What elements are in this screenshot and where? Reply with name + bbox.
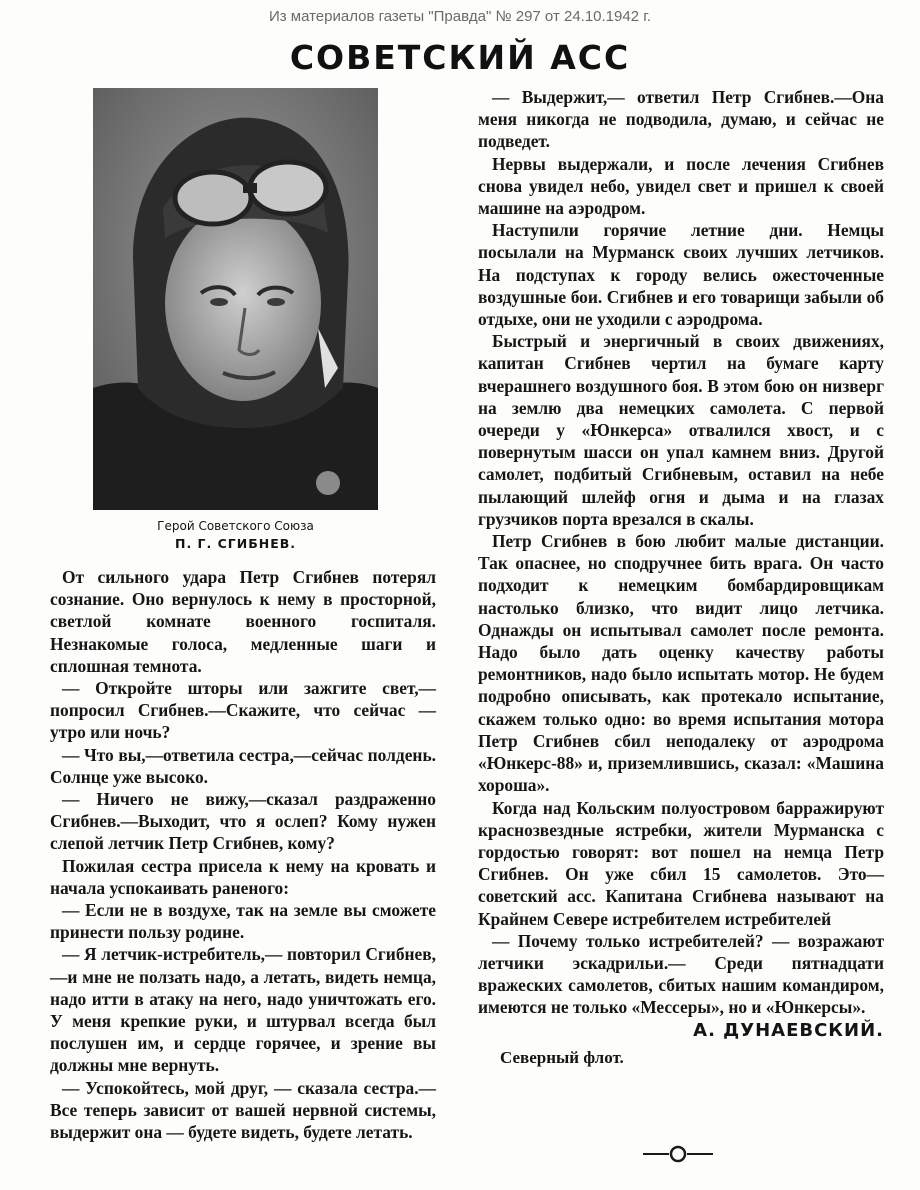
paragraph: От сильного удара Петр Сгибнев потерял сознание. Оно вернулось к нему в просторной, светлой комнате военного госпиталя. Незнакомые голоса, медленные шаги и сплошная темнота.	[50, 567, 436, 676]
end-ornament-icon	[643, 1142, 713, 1166]
paragraph: — Я летчик-истребитель,— повторил Сгибнев,—и мне не ползать надо, а летать, видеть немца, надо итти в атаку на него, надо уничтожать его. У меня крепкие руки, и штурвал всегда был послушен им, и сердце горячее, и зрение вы должны мне вернуть.	[50, 944, 436, 1076]
source-line: Из материалов газеты "Правда" № 297 от 24.10.1942 г.	[268, 8, 652, 25]
paragraph: — Успокойтесь, мой друг, — сказала сестра.— Все теперь зависит от вашей нервной системы, выдержит она — будете видеть, будете летать.	[50, 1077, 436, 1143]
paragraph: Нервы выдержали, и после лечения Сгибнев снова увидел небо, увидел свет и пришел к своей машине на аэродром.	[478, 153, 884, 219]
photo-caption	[93, 518, 378, 552]
left-column	[50, 566, 436, 1143]
page-title: СОВЕТСКИЙ АСС	[289, 38, 631, 77]
paragraph: Пожилая сестра присела к нему на кровать и начала успокаивать раненого:	[50, 855, 436, 898]
paragraph: — Что вы,—ответила сестра,—сейчас полдень. Солнце уже высоко.	[50, 744, 436, 787]
paragraph: Быстрый и энергичный в своих движениях, капитан Сгибнев чертил на бумаге карту вчерашнего воздушного боя. В этом бою он низверг на землю два немецких самолета. С первой очереди у «Юнкерса» отвалился хвост, и с повернутым шасси он упал камнем вниз. Другой самолет, подбитый Сгибневым, оставил на небе пылающий шлейф огня и дыма и на глазах грузчиков порта врезался в скалы.	[478, 331, 884, 529]
author-signature: А. ДУНАЕВСКИЙ.	[693, 1020, 884, 1041]
paragraph: — Откройте шторы или зажгите свет,— попросил Сгибнев.—Скажите, что сейчас — утро или ночь?	[50, 678, 436, 743]
caption-title: Герой Советского Союза	[157, 519, 314, 533]
paragraph: Петр Сгибнев в бою любит малые дистанции. Так опаснее, но сподручнее бить врага. Он часто подходит к немецким бомбардировщикам настолько близко, что видит лицо летчика. Однажды он испытывал самолет после ремонта. Надо было дать оценку качеству работы ремонтников, надо было испытать мотор. Не будем подробно описывать, как протекало испытание, скажем только одно: во время испытания мотора Петр Сгибнев сбил неподалеку от аэродрома «Юнкерс-88» и, приземлившись, сказал: «Машина хороша».	[478, 531, 884, 796]
paragraph: — Почему только истребителей? — возражают летчики эскадрильи.— Среди пятнадцати вражеских самолетов, сбитых нашим командиром, имеются не только «Мессеры», но и «Юнкерсы».	[478, 930, 884, 1018]
right-column	[478, 86, 884, 1019]
paragraph: — Ничего не вижу,—сказал раздраженно Сгибнев.—Выходит, что я ослеп? Кому нужен слепой летчик Петр Сгибнев, кому?	[50, 789, 436, 854]
caption-name: П. Г. СГИБНЕВ.	[174, 536, 297, 551]
paragraph: Когда над Кольским полуостровом барражируют краснозвездные ястребки, жители Мурманска с гордостью говорят: вот пошел на немца Петр Сгибнев. Он уже сбил 15 самолетов. Это—советский асс. Капитана Сгибнева называют на Крайнем Севере истребителем истребителей	[478, 797, 884, 929]
paragraph: — Выдержит,— ответил Петр Сгибнев.—Она меня никогда не подводила, думаю, и сейчас не подведет.	[478, 87, 884, 152]
paragraph: — Если не в воздухе, так на земле вы сможете принести пользу родине.	[50, 900, 436, 943]
paragraph: Наступили горячие летние дни. Немцы посылали на Мурманск своих лучших летчиков. На подступах к городу велись ожесточенные воздушные бои. Сгибнев и его товарищи забыли об отдыхе, они не уходили с аэродрома.	[478, 220, 884, 330]
portrait-photo	[93, 88, 378, 510]
author-location: Северный флот.	[500, 1048, 624, 1067]
